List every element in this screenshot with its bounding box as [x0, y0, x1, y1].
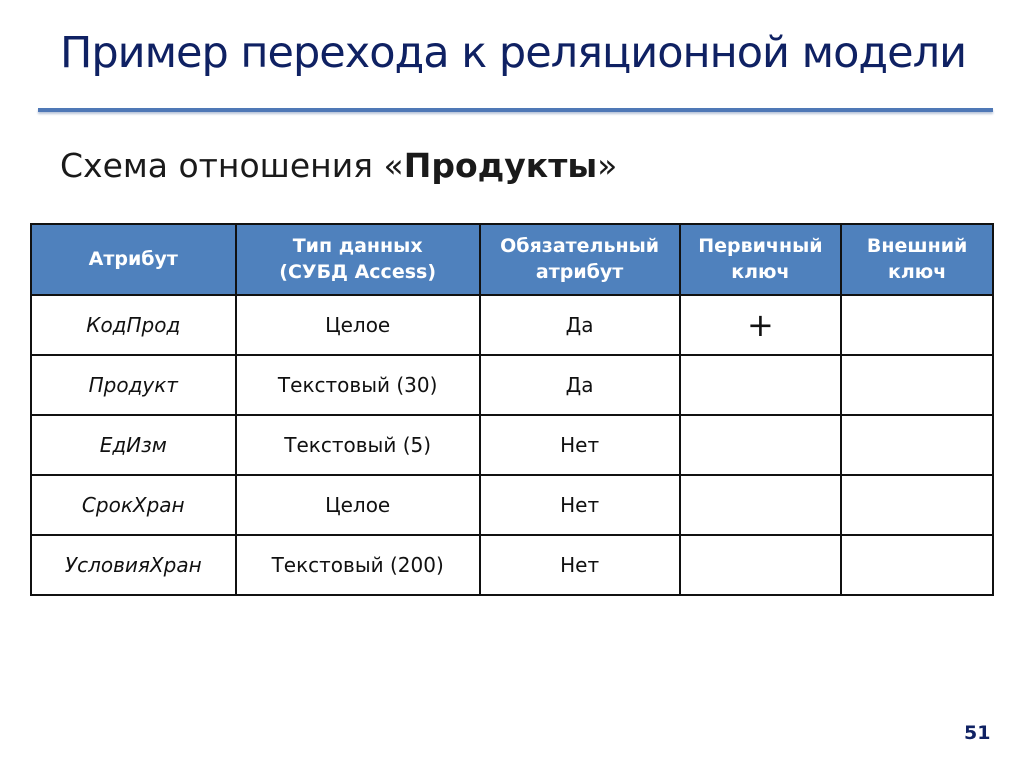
cell-data-type: Целое: [236, 475, 480, 535]
cell-attribute: СрокХран: [31, 475, 236, 535]
slide-title: Пример перехода к реляционной модели: [60, 28, 967, 78]
table-row: [31, 475, 993, 535]
cell-foreign-key: [841, 355, 993, 415]
table-row: [31, 355, 993, 415]
cell-primary-key: [680, 355, 842, 415]
cell-foreign-key: [841, 295, 993, 355]
cell-foreign-key: [841, 535, 993, 595]
slide-subtitle: [60, 146, 617, 185]
cell-attribute: КодПрод: [31, 295, 236, 355]
cell-data-type: Целое: [236, 295, 480, 355]
cell-attribute: УсловияХран: [31, 535, 236, 595]
subtitle-prefix: Схема отношения «: [60, 146, 404, 185]
cell-attribute: ЕдИзм: [31, 415, 236, 475]
cell-primary-key: [680, 415, 842, 475]
table-row: [31, 295, 993, 355]
cell-primary-key: +: [680, 295, 842, 355]
cell-data-type: Текстовый (30): [236, 355, 480, 415]
table-row: [31, 415, 993, 475]
cell-primary-key: [680, 475, 842, 535]
subtitle-relation-name: Продукты: [403, 146, 598, 185]
header-primary-key: Первичный ключ: [680, 224, 842, 295]
cell-attribute: Продукт: [31, 355, 236, 415]
cell-primary-key: [680, 535, 842, 595]
cell-data-type: Текстовый (5): [236, 415, 480, 475]
cell-foreign-key: [841, 415, 993, 475]
page-number: 51: [964, 722, 991, 744]
cell-required: Да: [480, 295, 680, 355]
cell-required: Нет: [480, 415, 680, 475]
relation-schema-table: [30, 223, 994, 596]
cell-required: Да: [480, 355, 680, 415]
cell-required: Нет: [480, 535, 680, 595]
subtitle-suffix: »: [597, 146, 618, 185]
header-attribute: Атрибут: [31, 224, 236, 295]
header-data-type: Тип данных (СУБД Access): [236, 224, 480, 295]
cell-data-type: Текстовый (200): [236, 535, 480, 595]
cell-foreign-key: [841, 475, 993, 535]
cell-required: Нет: [480, 475, 680, 535]
title-divider: [38, 108, 993, 112]
table-header-row: [31, 224, 993, 295]
header-foreign-key: Внешний ключ: [841, 224, 993, 295]
table-row: [31, 535, 993, 595]
header-required: Обязательный атрибут: [480, 224, 680, 295]
